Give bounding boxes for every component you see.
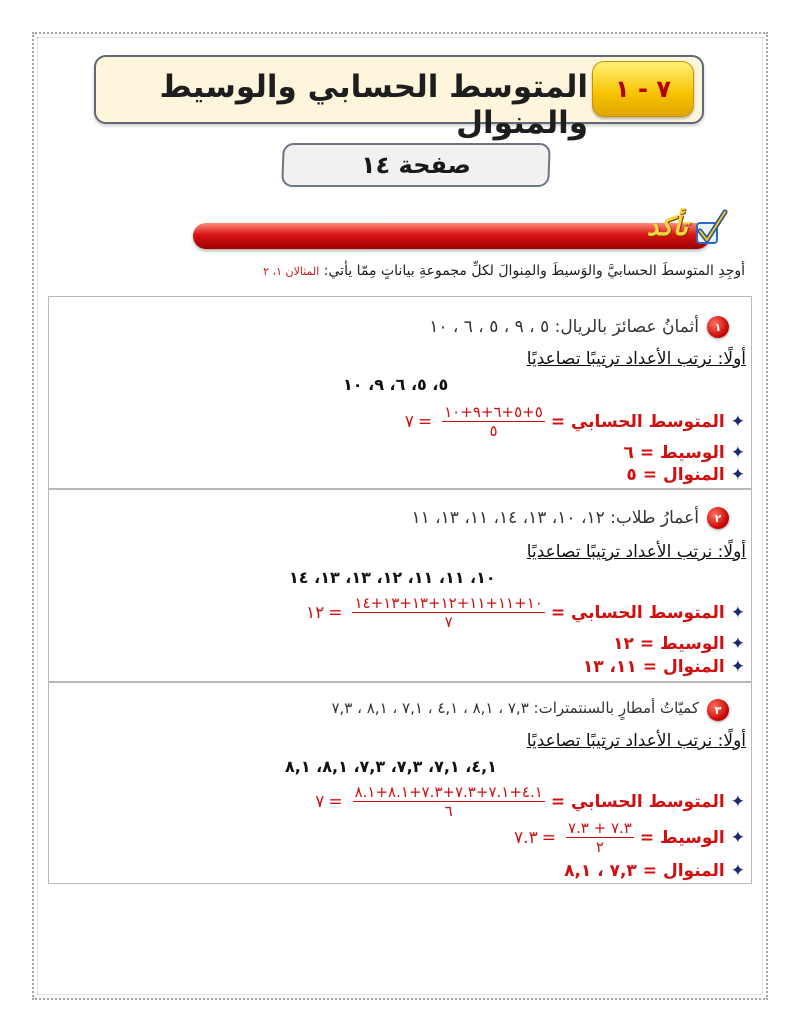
problem-question: كميّاتُ أمطارٍ بالسنتمترات: ٧,٣ ، ٨,١ ، ٤,١ ، ٧,١ ، ٨,١ ، ٧,٣ xyxy=(331,699,699,717)
diamond-bullet-icon: ✦ xyxy=(730,443,745,463)
mode-value: ٧,٣ ، ٨,١ xyxy=(564,861,637,881)
median-line xyxy=(613,634,745,654)
median-label: الوسيط = xyxy=(639,443,725,463)
mean-result: ١٢ xyxy=(305,602,325,623)
equals-sign: = xyxy=(328,791,343,812)
problem-number-badge: ١ xyxy=(707,316,729,338)
step-label: أولًا: نرتب الأعداد ترتيبًا تصاعديًا xyxy=(526,542,746,562)
step-label: أولًا: نرتب الأعداد ترتيبًا تصاعديًا xyxy=(526,731,746,751)
equals-sign: = xyxy=(541,827,556,848)
median-label: الوسيط = xyxy=(639,634,725,654)
equals-sign: = xyxy=(328,602,343,623)
fraction-numerator: ٥+٥+٦+٩+١٠ xyxy=(444,403,543,421)
fraction-numerator: ٧.٣ + ٧.٣ xyxy=(567,819,632,837)
problem-number-badge: ٢ xyxy=(707,507,729,529)
mode-value: ٥ xyxy=(626,465,637,485)
mean-label: المتوسط الحسابي = xyxy=(550,602,725,623)
problem-1 xyxy=(48,296,752,489)
mean-label: المتوسط الحسابي = xyxy=(550,791,725,812)
diamond-bullet-icon: ✦ xyxy=(730,657,745,677)
diamond-bullet-icon: ✦ xyxy=(730,827,745,848)
problem-3 xyxy=(48,682,752,884)
mode-label: المنوال = xyxy=(642,465,725,485)
mean-line xyxy=(306,594,745,631)
median-line xyxy=(623,443,745,463)
median-fraction xyxy=(566,819,634,856)
fraction-denominator: ٥ xyxy=(489,422,498,440)
equals-sign: = xyxy=(417,411,433,432)
diamond-bullet-icon: ✦ xyxy=(730,602,745,623)
fraction-denominator: ٦ xyxy=(444,802,453,820)
problem-question: أثمانُ عصائرَ بالريال: ٥ ، ٩ ، ٥ ، ٦ ، ١٠ xyxy=(429,317,699,337)
mean-fraction xyxy=(352,594,544,631)
mode-line xyxy=(583,657,745,677)
mean-result: ٧ xyxy=(315,791,325,812)
mean-line xyxy=(315,783,745,820)
median-label: الوسيط = xyxy=(639,827,725,848)
mean-fraction xyxy=(442,403,545,440)
mode-label: المنوال = xyxy=(642,861,725,881)
mode-line xyxy=(564,861,745,881)
diamond-bullet-icon: ✦ xyxy=(730,861,745,881)
lesson-title: المتوسط الحسابي والوسيط والمنوال xyxy=(159,69,588,141)
median-result: ٧.٣ xyxy=(514,827,538,848)
median-value: ٦ xyxy=(623,443,634,463)
sorted-values: ٤,١، ٧,١، ٧,٣، ٧,٣، ٨,١، ٨,١ xyxy=(285,757,497,776)
diamond-bullet-icon: ✦ xyxy=(730,465,745,485)
mode-line xyxy=(626,465,745,485)
problem-question: أعمارُ طلاب: ١٢، ١٠، ١٣، ١٤، ١١، ١٣، ١١ xyxy=(411,508,699,528)
fraction-numerator: ٤.١+٧.١+٧.٣+٧.٣+٨.١+٨.١ xyxy=(354,783,543,801)
page-number-label: صفحة ١٤ xyxy=(281,143,551,187)
diamond-bullet-icon: ✦ xyxy=(730,634,745,654)
median-value: ١٢ xyxy=(613,634,634,654)
instruction xyxy=(259,263,745,279)
examples-reference: المثالان ١، ٢ xyxy=(263,265,320,278)
step-label: أولًا: نرتب الأعداد ترتيبًا تصاعديًا xyxy=(526,349,746,369)
diamond-bullet-icon: ✦ xyxy=(730,411,745,432)
mean-fraction xyxy=(353,783,545,820)
diamond-bullet-icon: ✦ xyxy=(730,791,745,812)
section-heading: تأكد xyxy=(646,212,688,242)
mean-result: ٧ xyxy=(404,411,414,432)
lesson-number-tag: ٧ - ١ xyxy=(592,61,694,117)
problem-2 xyxy=(48,489,752,682)
mean-line xyxy=(405,403,745,440)
sorted-values: ٥، ٥، ٦، ٩، ١٠ xyxy=(343,375,449,394)
fraction-denominator: ٧ xyxy=(444,613,453,631)
instruction-text: أوجِدِ المتوسطَ الحسابيَّ والوَسيطَ والمِنوالَ لكلِّ مجموعةِ بياناتٍ مِمّا يأتي: xyxy=(323,263,745,279)
mean-label: المتوسط الحسابي = xyxy=(550,411,725,432)
fraction-numerator: ١٠+١١+١١+١٢+١٣+١٣+١٤ xyxy=(354,594,543,612)
mode-label: المنوال = xyxy=(642,657,725,677)
fraction-denominator: ٢ xyxy=(595,838,604,856)
lesson-title-box xyxy=(94,55,704,141)
checkmark-icon xyxy=(694,209,728,249)
problem-number-badge: ٣ xyxy=(707,699,729,721)
median-line xyxy=(514,819,745,856)
mode-value: ١١، ١٣ xyxy=(582,657,637,677)
section-heading-bar xyxy=(193,223,710,249)
sorted-values: ١٠، ١١، ١١، ١٢، ١٣، ١٣، ١٤ xyxy=(289,568,496,587)
